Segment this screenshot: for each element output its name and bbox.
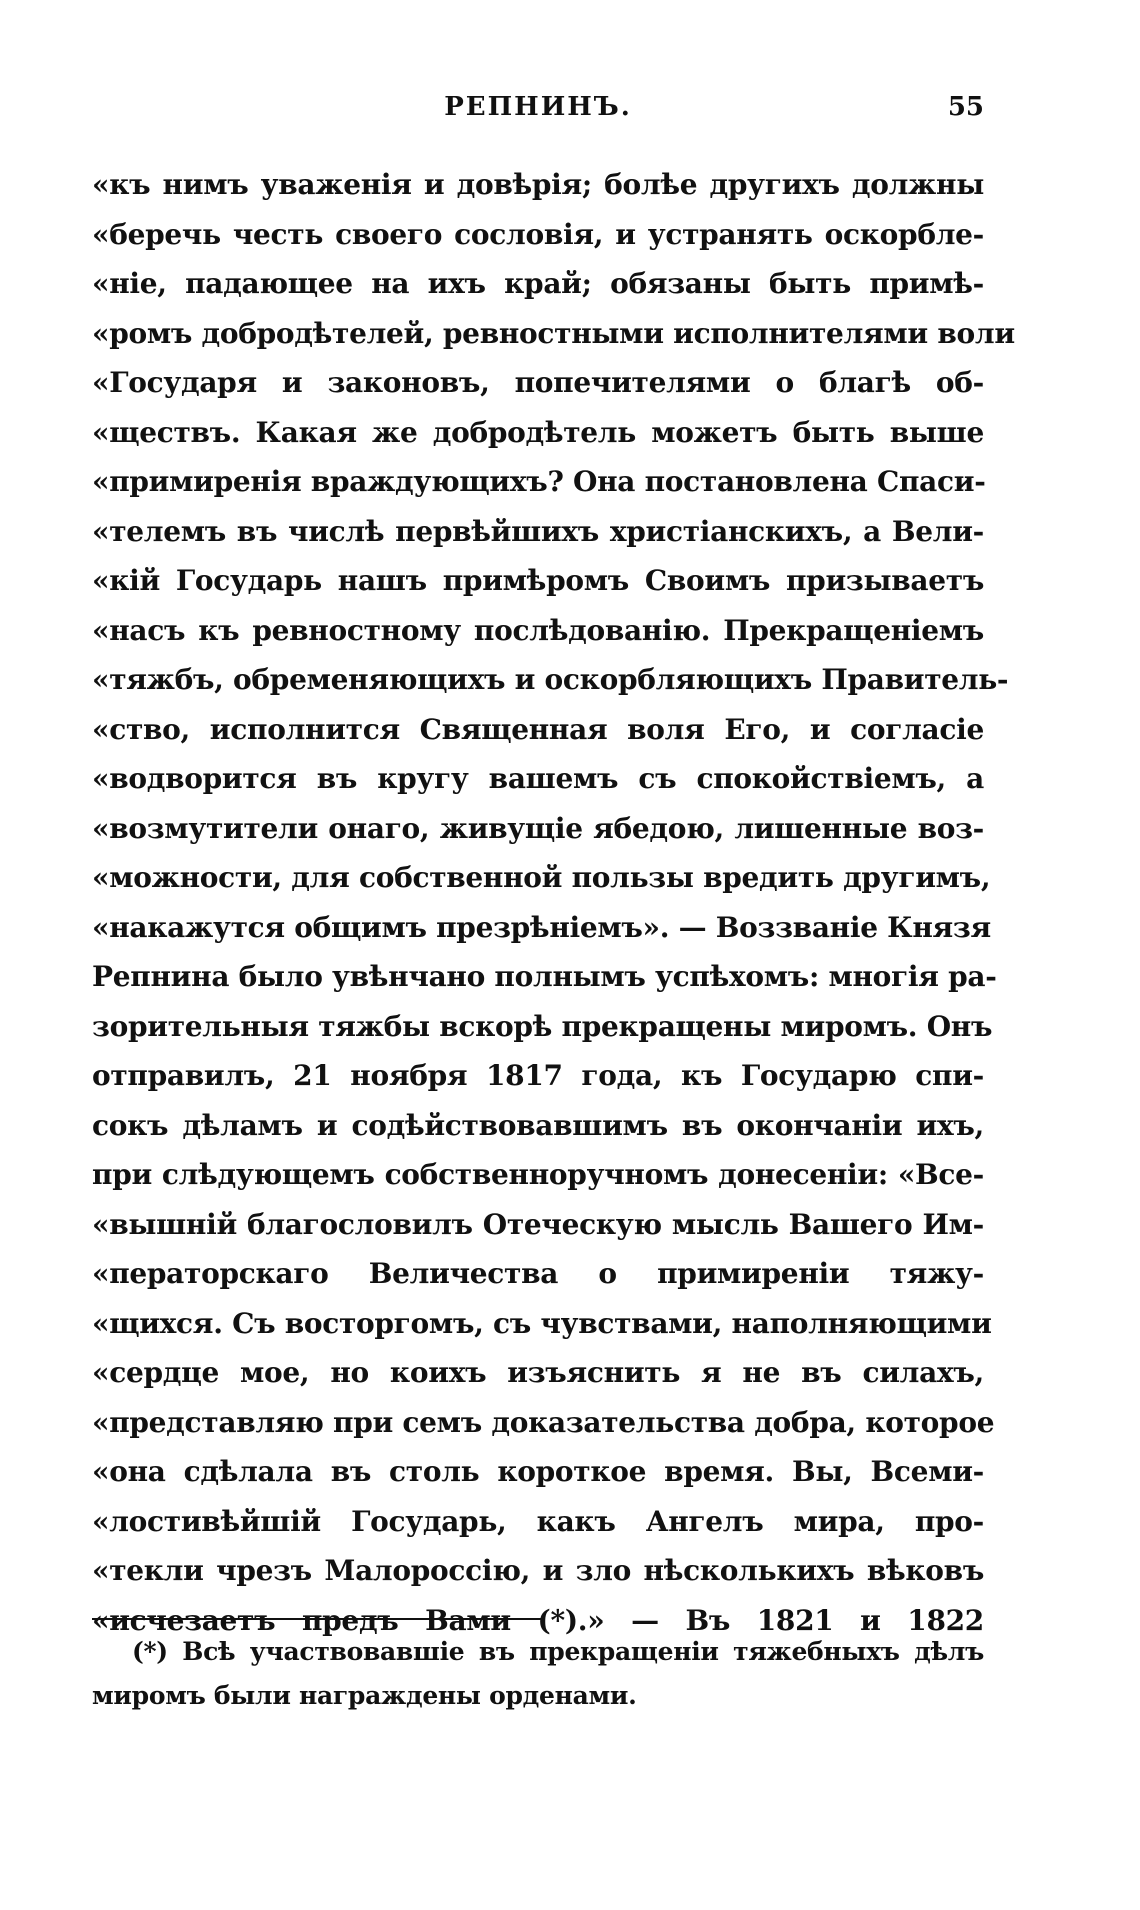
text-line: при слѣдующемъ собственноручномъ донесеніи: «Все- (92, 1158, 984, 1191)
body-text (92, 160, 1015, 1645)
text-line: «лостивѣйшій Государь, какъ Ангелъ мира, про- (92, 1504, 984, 1538)
text-line: Репнина было увѣнчано полнымъ успѣхомъ: многія ра- (92, 960, 997, 993)
text-line: «вышній благословилъ Отеческую мысль Вашего Им- (92, 1207, 984, 1241)
text-line: «Государя и законовъ, попечителями о благѣ об- (92, 366, 984, 399)
text-line: «кій Государь нашъ примѣромъ Своимъ призываетъ (92, 564, 984, 597)
text-line: «ператорскаго Величества о примиреніи тяжу- (92, 1257, 984, 1290)
text-line: «телемъ въ числѣ первѣйшихъ христіанскихъ, а Вели- (92, 514, 984, 548)
text-line: «ромъ добродѣтелей, ревностными исполнителями воли (92, 316, 1015, 350)
text-line: «накажутся общимъ презрѣніемъ». — Воззваніе Князя (92, 910, 991, 944)
text-line: «представляю при семъ доказательства добра, которое (92, 1405, 995, 1439)
text-line: «ніе, падающее на ихъ край; обязаны быть примѣ- (92, 267, 984, 300)
text-line: «ществъ. Какая же добродѣтель можетъ быть выше (92, 415, 984, 449)
text-line: «исчезаетъ предъ Вами (*).» — Въ 1821 и 1822 (92, 1603, 984, 1637)
text-line: зорительныя тяжбы вскорѣ прекращены миромъ. Онъ (92, 1009, 993, 1043)
footnote-divider (92, 1618, 542, 1620)
text-line: «ство, исполнится Священная воля Его, и согласіе (92, 712, 984, 746)
text-line: «щихся. Съ восторгомъ, съ чувствами, наполняющими (92, 1306, 992, 1340)
text-line: «сердце мое, но коихъ изъяснить я не въ силахъ, (92, 1356, 984, 1389)
footnote-line: (*) Всѣ участвовавшіе въ прекращеніи тяжебныхъ дѣлъ (132, 1637, 984, 1666)
footnotes (92, 1630, 984, 1718)
footnote-line: миромъ были награждены орденами. (92, 1681, 637, 1710)
text-line: «она сдѣлала въ столь короткое время. Вы, Всеми- (92, 1455, 984, 1488)
text-line: сокъ дѣламъ и содѣйствовавшимъ въ окончаніи ихъ, (92, 1108, 984, 1142)
page-header (92, 92, 984, 132)
text-line: «тяжбъ, обременяющихъ и оскорбляющихъ Правитель- (92, 663, 1009, 696)
text-line: отправилъ, 21 ноября 1817 года, къ Государю спи- (92, 1059, 984, 1092)
text-line: «примиренія враждующихъ? Она постановлена Спаси- (92, 465, 986, 498)
text-line: «къ нимъ уваженія и довѣрія; болѣе другихъ должны (92, 168, 984, 201)
text-line: «насъ къ ревностному послѣдованію. Прекращеніемъ (92, 613, 984, 647)
text-line: «текли чрезъ Малороссію, и зло нѣсколькихъ вѣковъ (92, 1554, 984, 1587)
running-title: РЕПНИНЪ. (444, 92, 632, 122)
text-line: «водворится въ кругу вашемъ съ спокойствіемъ, а (92, 762, 984, 795)
text-line: «можности, для собственной пользы вредить другимъ, (92, 861, 991, 894)
text-line: «беречь честь своего сословія, и устранять оскорбле- (92, 217, 984, 251)
page-number: 55 (947, 92, 984, 122)
text-line: «возмутители онаго, живущіе ябедою, лишенные воз- (92, 811, 984, 845)
